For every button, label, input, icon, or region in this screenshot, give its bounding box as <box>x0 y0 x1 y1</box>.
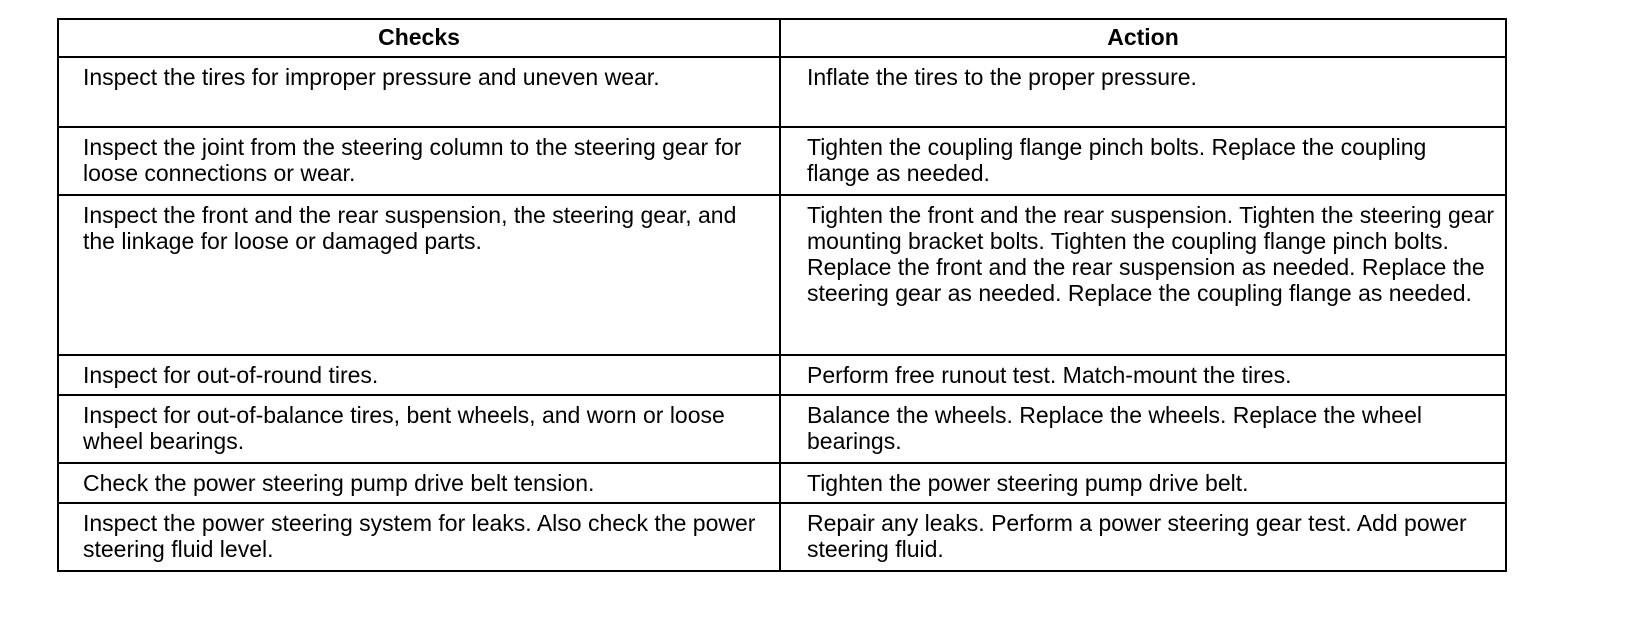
table-row <box>58 395 1506 463</box>
table-row <box>58 463 1506 503</box>
table-body <box>58 57 1506 571</box>
table-row <box>58 195 1506 355</box>
action-cell: Balance the wheels. Replace the wheels. Replace the wheel bearings. <box>780 395 1506 463</box>
check-cell: Inspect for out-of-round tires. <box>58 355 780 395</box>
table-row <box>58 57 1506 127</box>
check-cell: Check the power steering pump drive belt tension. <box>58 463 780 503</box>
action-cell: Tighten the coupling flange pinch bolts. Replace the coupling flange as needed. <box>780 127 1506 195</box>
action-cell: Inflate the tires to the proper pressure. <box>780 57 1506 127</box>
check-cell: Inspect the power steering system for leaks. Also check the power steering fluid level. <box>58 503 780 571</box>
action-cell: Perform free runout test. Match-mount the tires. <box>780 355 1506 395</box>
table-header <box>58 19 1506 57</box>
table-row <box>58 503 1506 571</box>
check-cell: Inspect the joint from the steering column to the steering gear for loose connections or wear. <box>58 127 780 195</box>
header-action: Action <box>780 19 1506 57</box>
header-row <box>58 19 1506 57</box>
header-checks: Checks <box>58 19 780 57</box>
table-row <box>58 355 1506 395</box>
check-cell: Inspect the front and the rear suspension, the steering gear, and the linkage for loose or damaged parts. <box>58 195 780 355</box>
action-cell: Tighten the power steering pump drive belt. <box>780 463 1506 503</box>
table-row <box>58 127 1506 195</box>
diagnosis-table <box>57 18 1507 572</box>
check-cell: Inspect for out-of-balance tires, bent wheels, and worn or loose wheel bearings. <box>58 395 780 463</box>
check-cell: Inspect the tires for improper pressure and uneven wear. <box>58 57 780 127</box>
action-cell: Tighten the front and the rear suspension. Tighten the steering gear mounting bracket bolts. Tighten the coupling flange pinch bolts. Replace the front and the rear suspension as needed. Replace the steering gear as needed. Replace the coupling flange as needed. <box>780 195 1506 355</box>
action-cell: Repair any leaks. Perform a power steering gear test. Add power steering fluid. <box>780 503 1506 571</box>
